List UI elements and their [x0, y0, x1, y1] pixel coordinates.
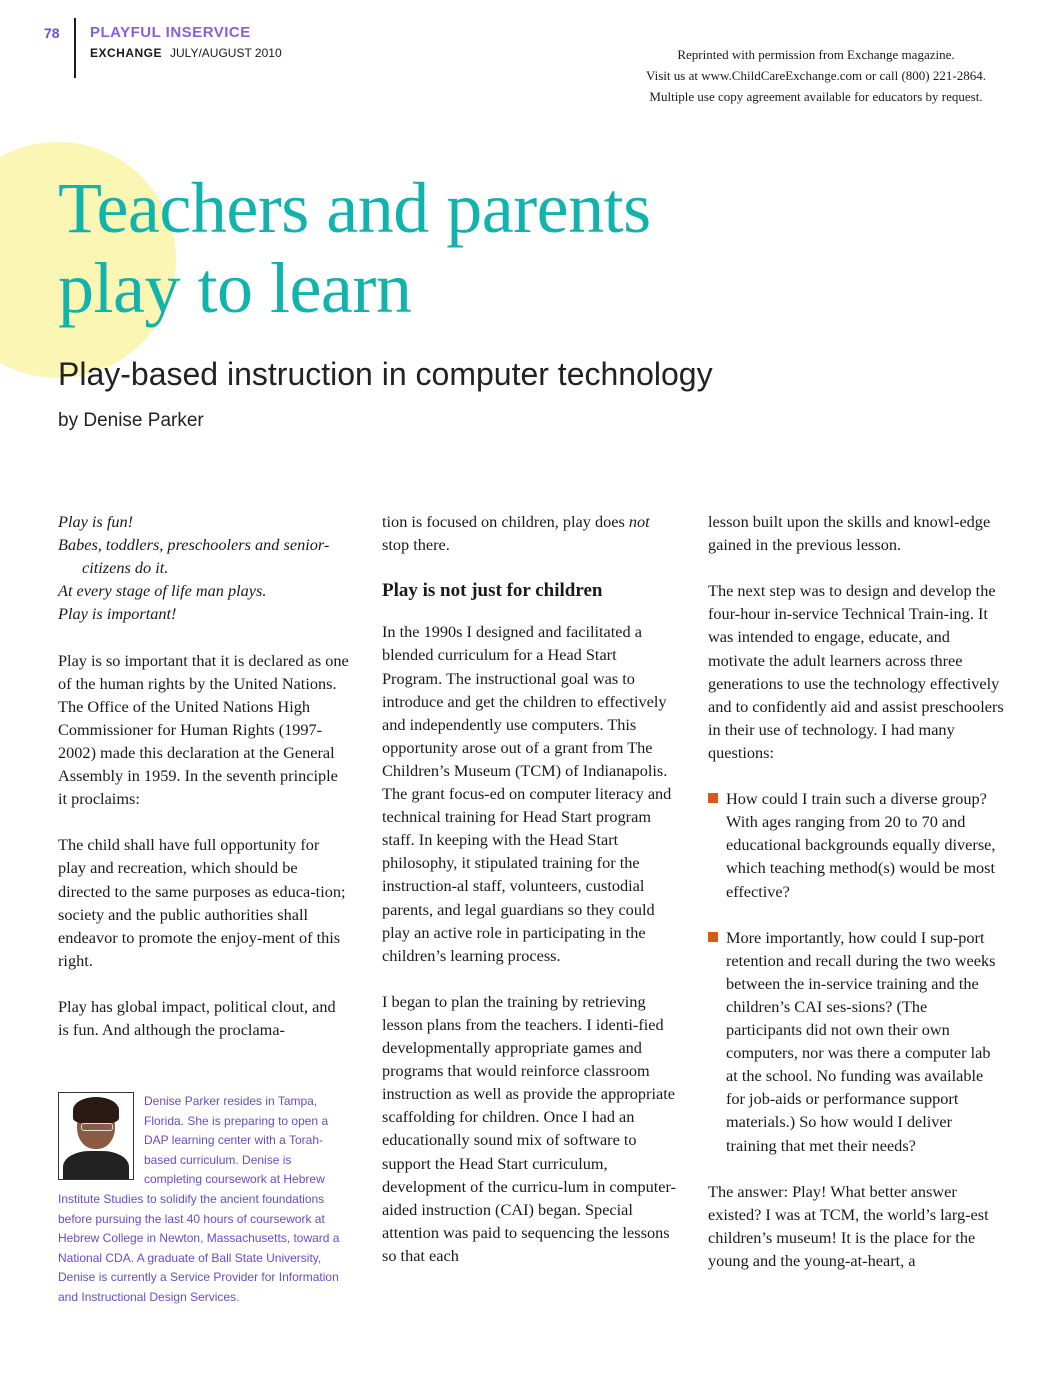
- column-3: [708, 510, 1004, 1295]
- paragraph: tion is focused on children, play does not stop there.: [382, 512, 650, 555]
- paragraph: lesson built upon the skills and knowl-edge gained in the previous lesson.: [708, 512, 991, 555]
- paragraph: Play is so important that it is declared as one of the human rights by the United Nations. The Office of the United Nations High Commissioner for Human Rights (1997-2002) made this declaration at the General Assembly in 1959. In the seventh principle it proclaims:: [58, 650, 349, 809]
- bio-text: Denise Parker resides in Tampa, Florida. She is preparing to open a DAP learning center with a Torah-based curriculum. Denise is completing coursework at Hebrew Institute Studies to solidify the ancient foundations before pursuing the last 40 hours of coursework at Hebrew College in Newton, Massachusetts, toward a National CDA. A graduate of Ball State University, Denise is currently a Service Provider for Information and Instructional Design Services.: [58, 1094, 340, 1304]
- reprint-line: Multiple use copy agreement available for educators by request.: [649, 89, 983, 104]
- bullet-item: More importantly, how could I sup-port retention and recall during the two weeks between the in-service training and the children’s CAI ses-sions? (The participants did not own their own computers, nor was there a computer lab at the school. No funding was available for job-aids or performance support materials.) So how would I deliver training that met their needs?: [708, 926, 1004, 1157]
- article-title: [58, 168, 651, 328]
- poem-line: citizens do it.: [82, 558, 169, 578]
- poem-line: At every stage of life man plays.: [58, 581, 267, 601]
- paragraph: The next step was to design and develop the four-hour in-service Technical Train-ing. It was intended to engage, educate, and motivate the adult learners across three generations to use the technology effectively and to confidently aid and assist preschoolers in their use of technology. I had many questions:: [708, 581, 1004, 762]
- bullet-square-icon: [708, 793, 718, 803]
- column-2: [382, 510, 678, 1290]
- issue-date: JULY/AUGUST 2010: [170, 46, 282, 60]
- byline: by Denise Parker: [58, 410, 204, 431]
- paragraph: I began to plan the training by retrieving lesson plans from the teachers. I identi-fied developmentally appropriate games and programs that would reinforce classroom instruction as well as provide the appropriate scaffolding for children. Once I had an educationally sound mix of software to support the Head Start curriculum, development of the curricu-lum in computer-aided instruction (CAI) began. Special attention was paid to sequencing the lessons so that each: [382, 991, 676, 1265]
- reprint-notice: [546, 44, 1006, 107]
- title-line-1: Teachers and parents: [58, 168, 651, 248]
- article-subtitle: Play-based instruction in computer technology: [58, 356, 713, 392]
- page-number: 78: [44, 25, 60, 41]
- reprint-line: Reprinted with permission from Exchange magazine.: [677, 47, 955, 62]
- paragraph: In the 1990s I designed and facilitated a blended curriculum for a Head Start Program. The instructional goal was to introduce and get the children to effectively and independently use computers. This opportunity arose out of a grant from The Children’s Museum (TCM) of Indianapolis. The grant focus-ed on computer literacy and technical training for Head Start program staff. In keeping with the Head Start philosophy, it stipulated training for the instruction-al staff, volunteers, custodial parents, and legal guardians so they could play an active role in participating in the children’s learning process.: [382, 622, 672, 965]
- poem: [58, 510, 350, 625]
- bullet-square-icon: [708, 932, 718, 942]
- author-photo: [58, 1092, 134, 1180]
- header-divider: [74, 18, 76, 78]
- author-bio: [58, 1092, 350, 1308]
- title-line-2: play to learn: [58, 248, 412, 328]
- poem-line: Babes, toddlers, preschoolers and senior-: [58, 535, 330, 555]
- poem-line: Play is fun!: [58, 512, 134, 531]
- magazine-issue: [90, 46, 282, 60]
- quote-paragraph: The child shall have full opportunity for play and recreation, which should be directed to the same purposes as educa-tion; society and the public authorities shall endeavor to promote the enjoy-ment of this right.: [58, 835, 346, 970]
- reprint-line: Visit us at www.ChildCareExchange.com or call (800) 221-2864.: [646, 68, 986, 83]
- bullet-item: How could I train such a diverse group? With ages ranging from 20 to 70 and educational backgrounds equally diverse, which teaching method(s) would be most effective?: [708, 787, 1004, 902]
- magazine-name: EXCHANGE: [90, 46, 163, 60]
- section-label: PLAYFUL INSERVICE: [90, 24, 251, 41]
- paragraph: The answer: Play! What better answer existed? I was at TCM, the world’s larg-est children’s museum! It is the place for the young and the young-at-heart, a: [708, 1181, 989, 1270]
- paragraph: Play has global impact, political clout, and is fun. And although the proclama-: [58, 996, 336, 1040]
- poem-line: Play is important!: [58, 604, 177, 624]
- section-heading: Play is not just for children: [382, 580, 603, 602]
- column-1: [58, 510, 350, 1064]
